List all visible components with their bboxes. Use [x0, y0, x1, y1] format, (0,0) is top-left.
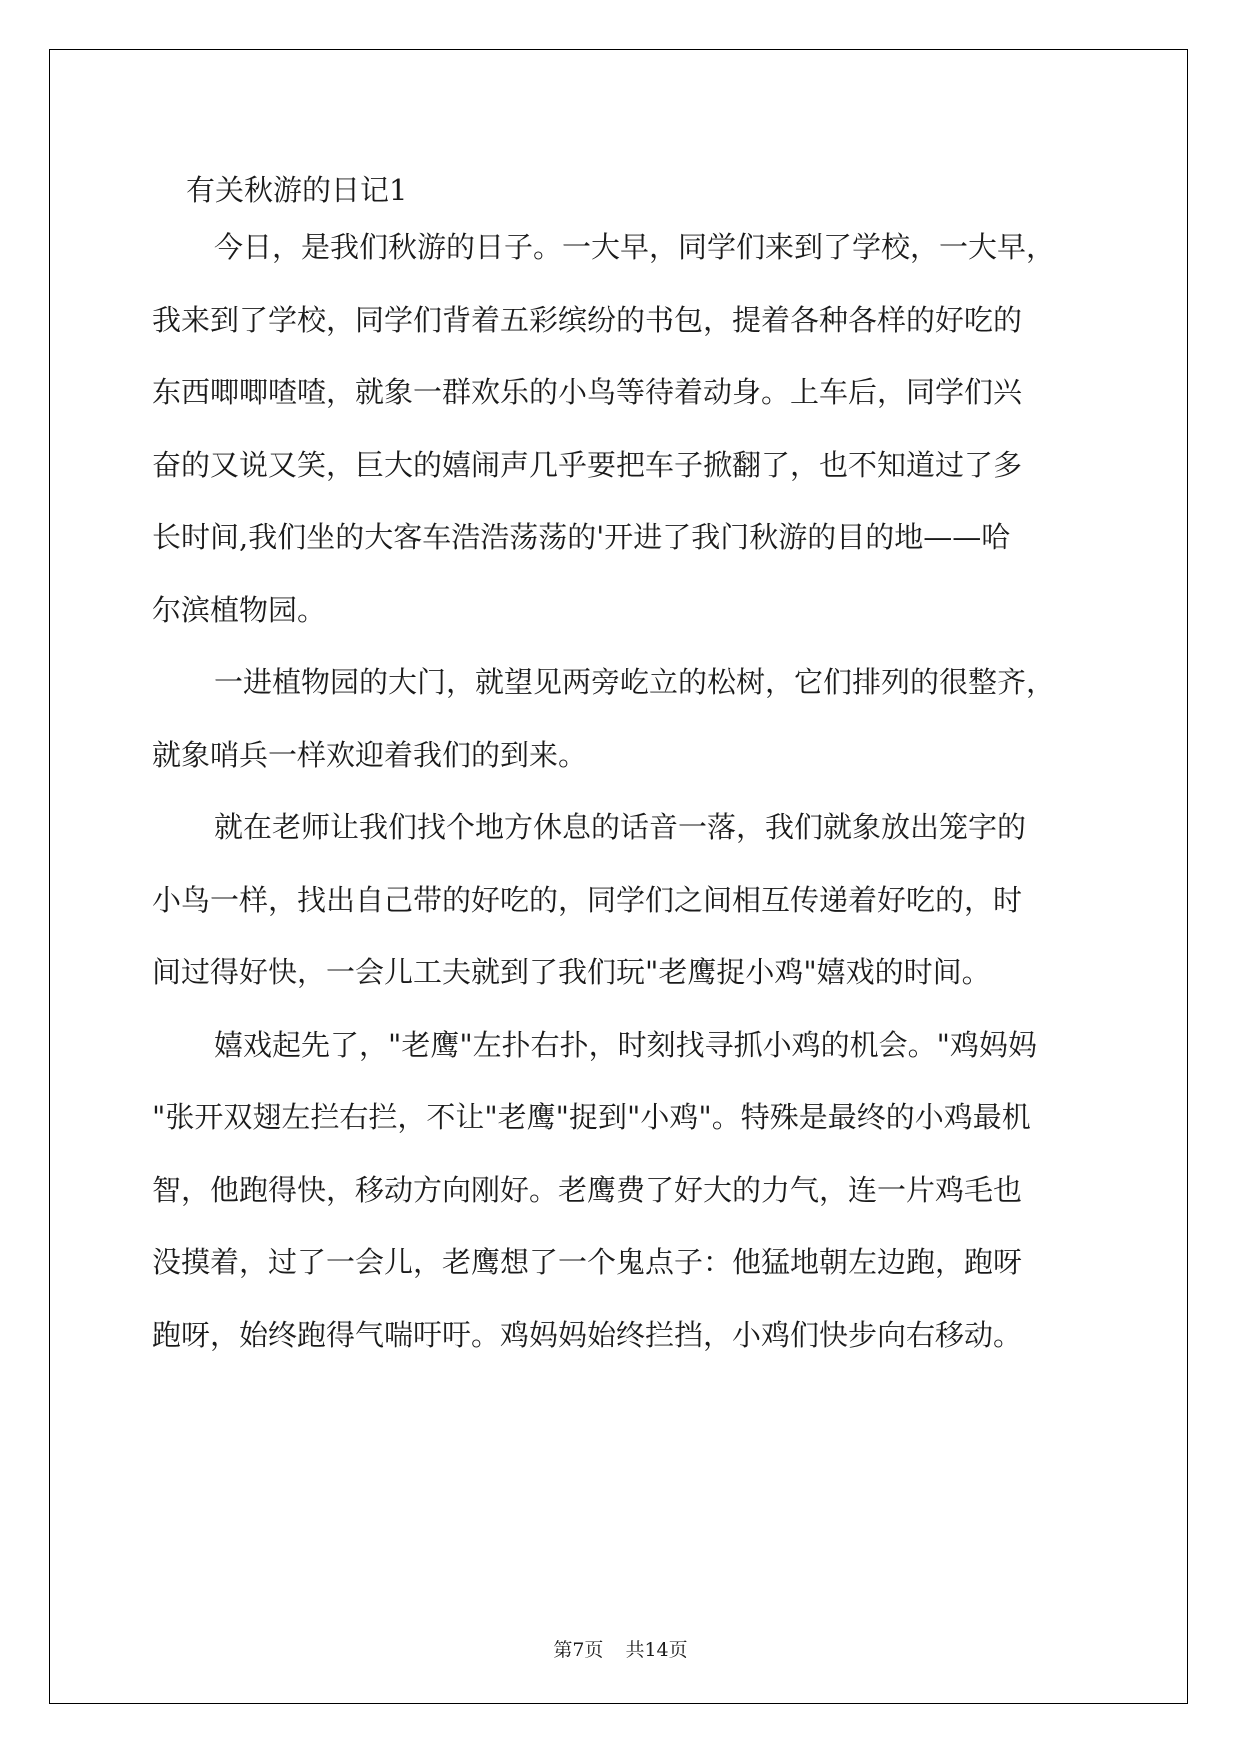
paragraph-1-line-2: 我来到了学校，同学们背着五彩缤纷的书包，提着各种各样的好吃的 — [152, 303, 1023, 337]
paragraph-4-line-2: "张开双翅左拦右拦，不让"老鹰"捉到"小鸡"。特殊是最终的小鸡最机 — [152, 1100, 1031, 1134]
paragraph-1-line-4: 奋的又说又笑，巨大的嬉闹声几乎要把车子掀翻了，也不知道过了多 — [152, 448, 1023, 482]
page-border — [49, 49, 1188, 1704]
paragraph-2-line-1: 一进植物园的大门，就望见两旁屹立的松树，它们排列的很整齐， — [214, 665, 1056, 699]
diary-title: 有关秋游的日记1 — [186, 173, 408, 207]
paragraph-3-line-1: 就在老师让我们找个地方休息的话音一落，我们就象放出笼字的 — [214, 810, 1027, 844]
paragraph-4-line-5: 跑呀，始终跑得气喘吁吁。鸡妈妈始终拦挡，小鸡们快步向右移动。 — [152, 1318, 1023, 1352]
page-number: 第7页 — [553, 1639, 604, 1661]
paragraph-1-line-3: 东西唧唧喳喳，就象一群欢乐的小鸟等待着动身。上车后，同学们兴 — [152, 375, 1023, 409]
total-pages: 共14页 — [625, 1639, 688, 1661]
paragraph-3-line-2: 小鸟一样，找出自己带的好吃的，同学们之间相互传递着好吃的，时 — [152, 883, 1023, 917]
paragraph-2-line-2: 就象哨兵一样欢迎着我们的到来。 — [152, 738, 588, 772]
paragraph-1-line-6: 尔滨植物园。 — [152, 593, 327, 627]
paragraph-4-line-4: 没摸着，过了一会儿，老鹰想了一个鬼点子：他猛地朝左边跑，跑呀 — [152, 1245, 1023, 1279]
paragraph-4-line-3: 智，他跑得快，移动方向刚好。老鹰费了好大的力气，连一片鸡毛也 — [152, 1173, 1023, 1207]
paragraph-4-line-1: 嬉戏起先了，"老鹰"左扑右扑，时刻找寻抓小鸡的机会。"鸡妈妈 — [214, 1028, 1038, 1062]
page-footer — [0, 1635, 1241, 1662]
paragraph-3-line-3: 间过得好快，一会儿工夫就到了我们玩"老鹰捉小鸡"嬉戏的时间。 — [152, 955, 991, 989]
paragraph-1-line-1: 今日，是我们秋游的日子。一大早，同学们来到了学校，一大早， — [214, 230, 1056, 264]
paragraph-1-line-5: 长时间,我们坐的大客车浩浩荡荡的'开进了我门秋游的目的地——哈 — [152, 520, 1011, 554]
